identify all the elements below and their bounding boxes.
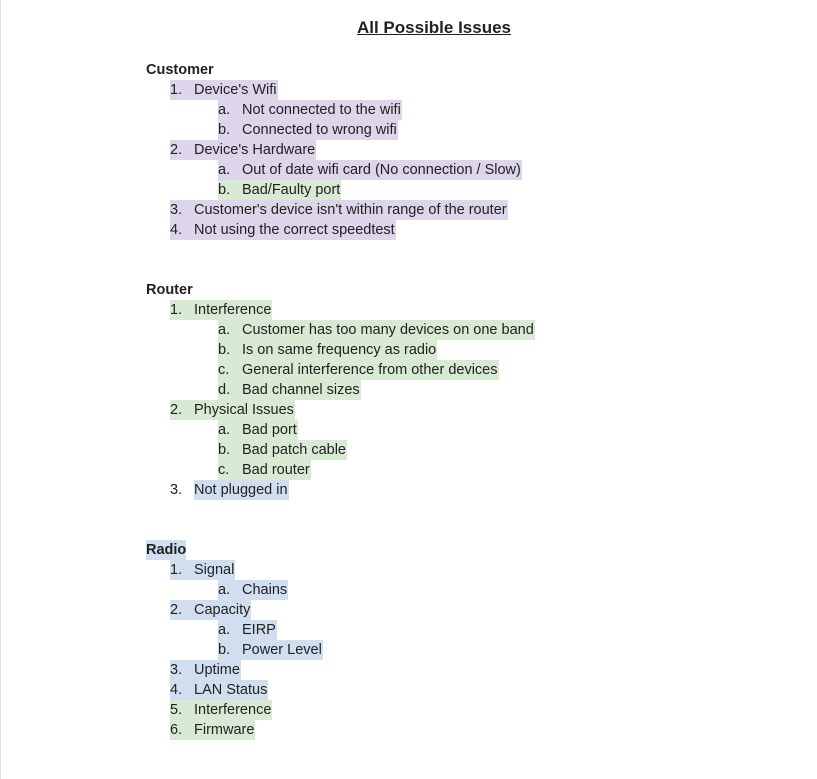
document-page: All Possible Issues Customer 1. Device's Wifi a. Not connected to the wifi b. Connected to wrong wifi 2. Device's Hardware a. Out of date wifi card (No connection / Slow) b. Bad/Faulty port 3. Customer's device isn't within range of the router 4. Not using the correct speedtest Router 1. Interference a. Customer has too many devices on one band b. Is on same frequency as radio c. General interference from other devices d. Bad channel sizes 2. Physical Issues a. Bad port b. Bad patch cable c. Bad router 3. Not plugged in Radio 1. Signal a. Chains 2. Capacity a. EIRP b. Power Level 3. Uptime 4. LAN Status 5. Interference 6. Firmware: [0, 0, 817, 779]
section-heading-radio: Radio: [146, 542, 187, 558]
document-title: All Possible Issues: [356, 18, 511, 37]
section-heading-router: Router: [146, 282, 193, 298]
section-heading-customer: Customer: [146, 62, 214, 78]
